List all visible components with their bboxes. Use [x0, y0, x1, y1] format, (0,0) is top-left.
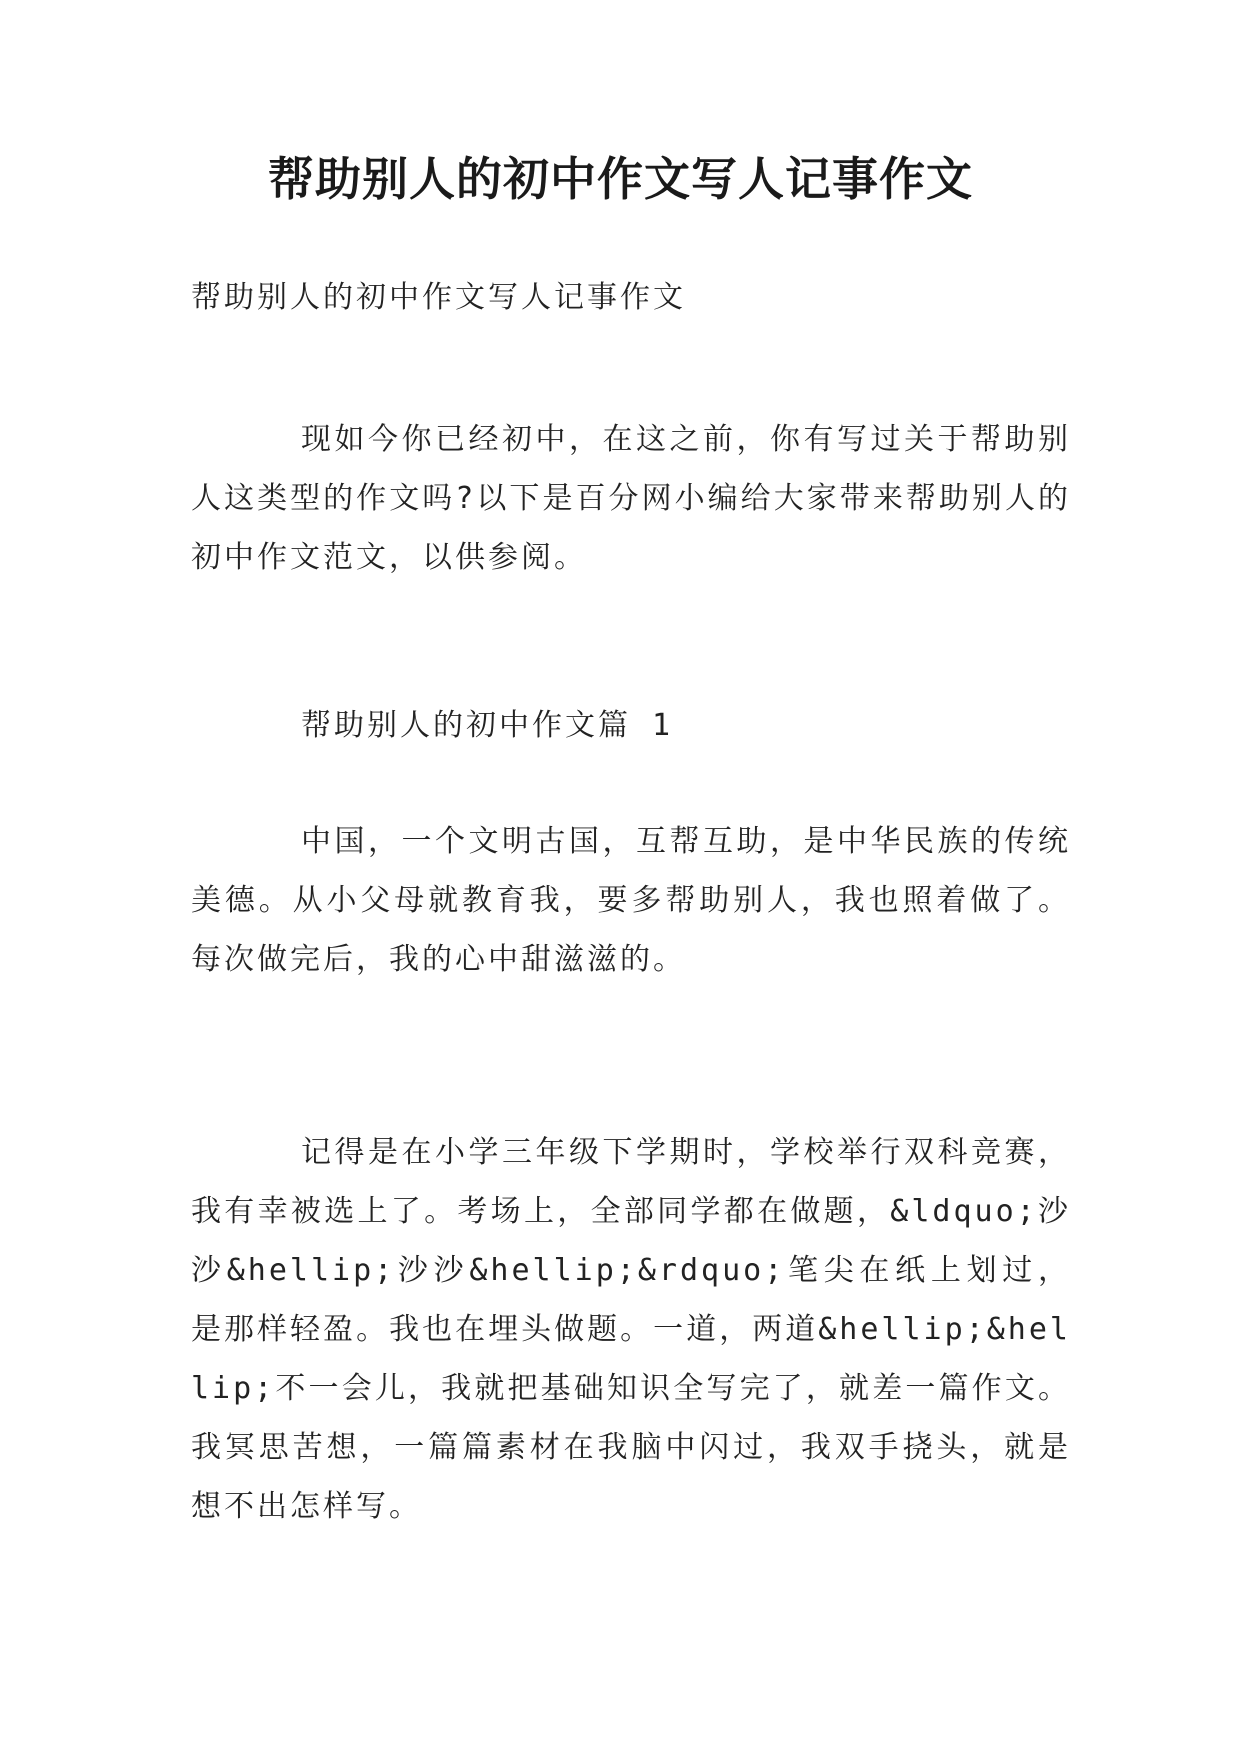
document-subtitle: 帮助别人的初中作文写人记事作文	[191, 280, 686, 315]
body-paragraph: 记得是在小学三年级下学期时，学校举行双科竞赛，我有幸被选上了。考场上，全部同学都在做题，&ldquo;沙沙&hellip;沙沙&hellip;&rdquo;笔尖在纸上划过，是那样轻盈。我也在埋头做题。一道，两道&hellip;&hellip;不一会儿，我就把基础知识全写完了，就差一篇作文。我冥思苦想，一篇篇素材在我脑中闪过，我双手挠头，就是想不出怎样写。	[191, 1135, 1071, 1524]
section-heading: 帮助别人的初中作文篇 1	[301, 708, 674, 743]
intro-paragraph: 现如今你已经初中，在这之前，你有写过关于帮助别人这类型的作文吗?以下是百分网小编给大家带来帮助别人的初中作文范文，以供参阅。	[191, 422, 1071, 575]
document-title: 帮助别人的初中作文写人记事作文	[268, 152, 973, 206]
body-paragraph: 中国，一个文明古国，互帮互助，是中华民族的传统美德。从小父母就教育我，要多帮助别人，我也照着做了。每次做完后，我的心中甜滋滋的。	[191, 824, 1071, 977]
